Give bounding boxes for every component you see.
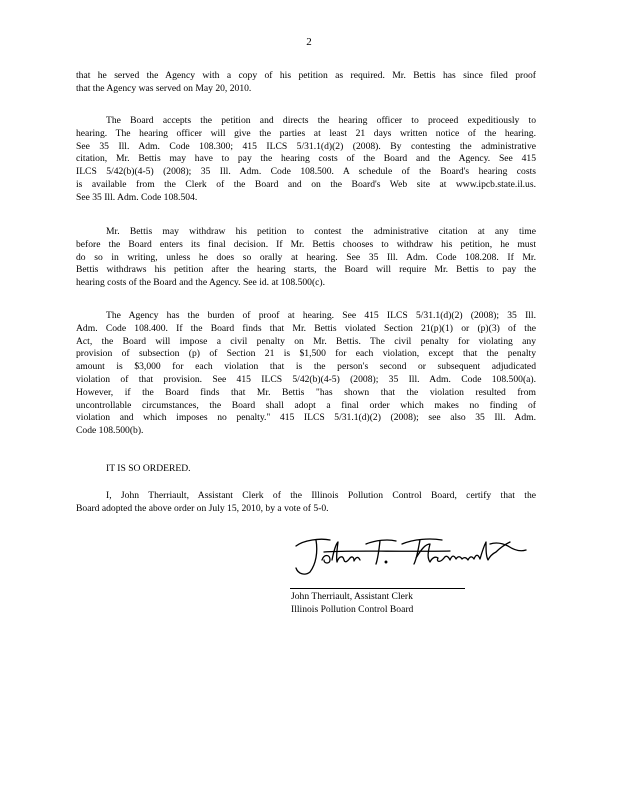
paragraph-line: Mr. Bettis may withdraw his petition to contest the administrative citation at any time bbox=[106, 226, 536, 237]
signer-block bbox=[291, 591, 413, 617]
hearing-paragraph bbox=[76, 115, 536, 205]
paragraph-line: Adm. Code 108.400. If the Board finds that Mr. Bettis violated Section 21(p)(1) or (p)(3) of the bbox=[76, 322, 536, 334]
certification-paragraph bbox=[76, 490, 536, 516]
paragraph-line: hearing costs of the Board and the Agency. See id. at 108.500(c). bbox=[76, 277, 326, 289]
paragraph-line: See 35 Ill. Adm. Code 108.300; 415 ILCS 5/31.1(d)(2) (2008). By contesting the administrative bbox=[76, 140, 536, 152]
paragraph-line: See 35 Ill. Adm. Code 108.504. bbox=[76, 191, 198, 203]
paragraph-line: hearing. The hearing officer will give the parties at least 21 days written notice of the hearing. bbox=[76, 127, 536, 139]
paragraph-line: uncontrollable circumstances, the Board shall adopt a final order which makes no finding of bbox=[76, 399, 536, 411]
paragraph-line: violation and which imposes no penalty." 415 ILCS 5/31.1(d)(2) (2008); see also 35 Ill. Adm. bbox=[76, 412, 536, 424]
handwritten-signature bbox=[290, 530, 530, 578]
signature-line bbox=[290, 588, 465, 589]
page-number: 2 bbox=[306, 36, 312, 48]
paragraph-line: citation, Mr. Bettis may have to pay the hearing costs of the Board and the Agency. See 415 bbox=[76, 153, 536, 165]
paragraph-line: However, if the Board finds that Mr. Bettis "has shown that the violation resulted from bbox=[76, 386, 536, 398]
paragraph-line: do so in writing, unless he does so orally at hearing. See 35 Ill. Adm. Code 108.208. If Mr. bbox=[76, 251, 536, 263]
it-is-so-ordered: IT IS SO ORDERED. bbox=[106, 463, 191, 474]
signer-organization: Illinois Pollution Control Board bbox=[291, 603, 414, 615]
paragraph-line: that he served the Agency with a copy of his petition as required. Mr. Bettis has since filed proof bbox=[76, 70, 536, 81]
paragraph-line: provision of subsection (p) of Section 21 is $1,500 for each violation, except that the penalty bbox=[76, 348, 536, 360]
certification-line: Board adopted the above order on July 15, 2010, by a vote of 5-0. bbox=[76, 502, 329, 514]
paragraph-line: violation of that provision. See 415 ILCS 5/42(b)(4-5) (2008); 35 Ill. Adm. Code 108.500(a). bbox=[76, 373, 536, 385]
paragraph-line: before the Board enters its final decision. If Mr. Bettis chooses to withdraw his petition, he must bbox=[76, 238, 536, 250]
paragraph-line: is available from the Clerk of the Board and on the Board's Web site at www.ipcb.state.il.us. bbox=[76, 178, 536, 190]
paragraph-line: ILCS 5/42(b)(4-5) (2008); 35 Ill. Adm. Code 108.500. A schedule of the Board's hearing costs bbox=[76, 166, 536, 178]
certification-line: I, John Therriault, Assistant Clerk of the Illinois Pollution Control Board, certify that the bbox=[106, 490, 536, 501]
paragraph-line: The Board accepts the petition and directs the hearing officer to proceed expeditiously to bbox=[106, 115, 536, 126]
paragraph-line: Act, the Board will impose a civil penalty on Mr. Bettis. The civil penalty for violating any bbox=[76, 335, 536, 347]
paragraph-line: The Agency has the burden of proof at hearing. See 415 ILCS 5/31.1(d)(2) (2008); 35 Ill. bbox=[106, 310, 536, 321]
paragraph-line: Code 108.500(b). bbox=[76, 425, 144, 437]
paragraph-line: amount is $3,000 for each violation that is the person's second or subsequent adjudicated bbox=[76, 361, 536, 373]
signer-name: John Therriault, Assistant Clerk bbox=[291, 591, 413, 602]
paragraph-line: that the Agency was served on May 20, 2010. bbox=[76, 82, 252, 94]
service-paragraph bbox=[76, 70, 536, 96]
paragraph-line: Bettis withdraws his petition after the hearing starts, the Board will require Mr. Bettis to pay the bbox=[76, 264, 536, 276]
burden-paragraph bbox=[76, 310, 536, 438]
withdraw-paragraph bbox=[76, 226, 536, 290]
